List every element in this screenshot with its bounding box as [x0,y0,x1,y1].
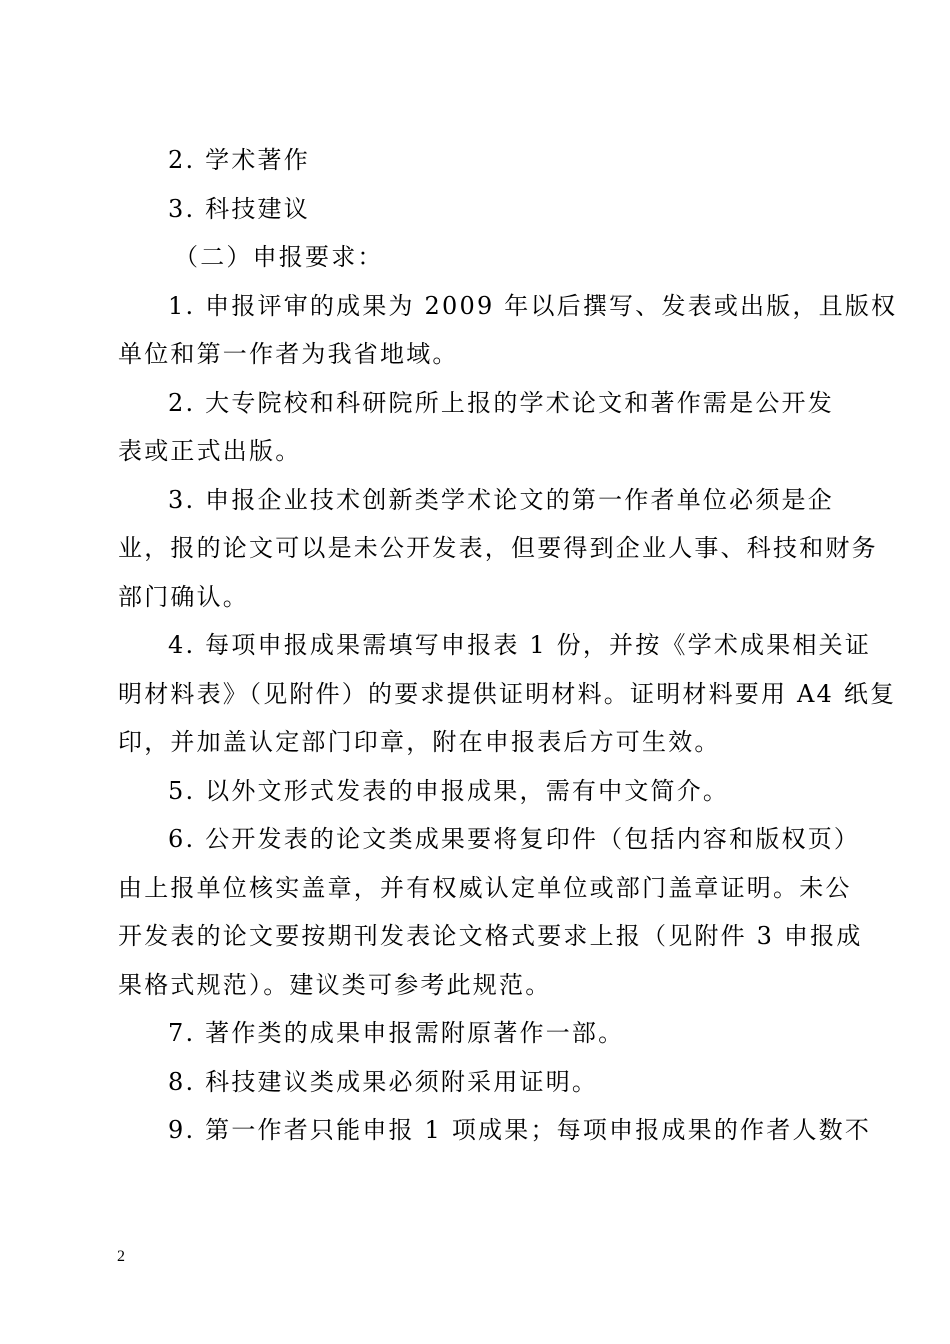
requirement-2-line-1: 2. 大专院校和科研院所上报的学术论文和著作需是公开发 [168,388,834,417]
page-number: 2 [117,1248,125,1265]
requirement-8: 8. 科技建议类成果必须附采用证明。 [168,1067,599,1096]
list-item-2: 2. 学术著作 [168,146,310,174]
requirement-1-line-2: 单位和第一作者为我省地域。 [118,340,459,368]
requirement-3-line-3: 部门确认。 [118,582,249,611]
requirement-6-line-4: 果格式规范）。建议类可参考此规范。 [118,970,552,999]
requirement-2-line-2: 表或正式出版。 [118,437,302,465]
requirement-4-line-2: 明材料表》（见附件）的要求提供证明材料。证明材料要用 A4 纸复 [118,679,897,708]
requirement-3-line-1: 3. 申报企业技术创新类学术论文的第一作者单位必须是企 [168,485,834,514]
requirement-6-line-1: 6. 公开发表的论文类成果要将复印件（包括内容和版权页） [168,825,861,853]
requirement-4-line-3: 印，并加盖认定部门印章，附在申报表后方可生效。 [118,728,721,756]
section-heading: （二）申报要求： [174,243,384,271]
body-text [118,136,898,1155]
requirement-6-line-3: 开发表的论文要按期刊发表论文格式要求上报（见附件 3 申报成 [118,922,863,950]
list-item-3: 3. 科技建议 [168,194,310,223]
requirement-6-line-2: 由上报单位核实盖章，并有权威认定单位或部门盖章证明。未公 [118,873,852,902]
requirement-3-line-2: 业，报的论文可以是未公开发表，但要得到企业人事、科技和财务 [118,534,878,562]
requirement-9-line-1: 9. 第一作者只能申报 1 项成果；每项申报成果的作者人数不 [168,1116,872,1144]
requirement-4-line-1: 4. 每项申报成果需填写申报表 1 份，并按《学术成果相关证 [168,631,872,659]
requirement-5: 5. 以外文形式发表的申报成果，需有中文简介。 [168,776,730,805]
requirement-7: 7. 著作类的成果申报需附原著作一部。 [168,1019,625,1047]
requirement-1-line-1: 1. 申报评审的成果为 2009 年以后撰写、发表或出版，且版权 [168,291,898,320]
